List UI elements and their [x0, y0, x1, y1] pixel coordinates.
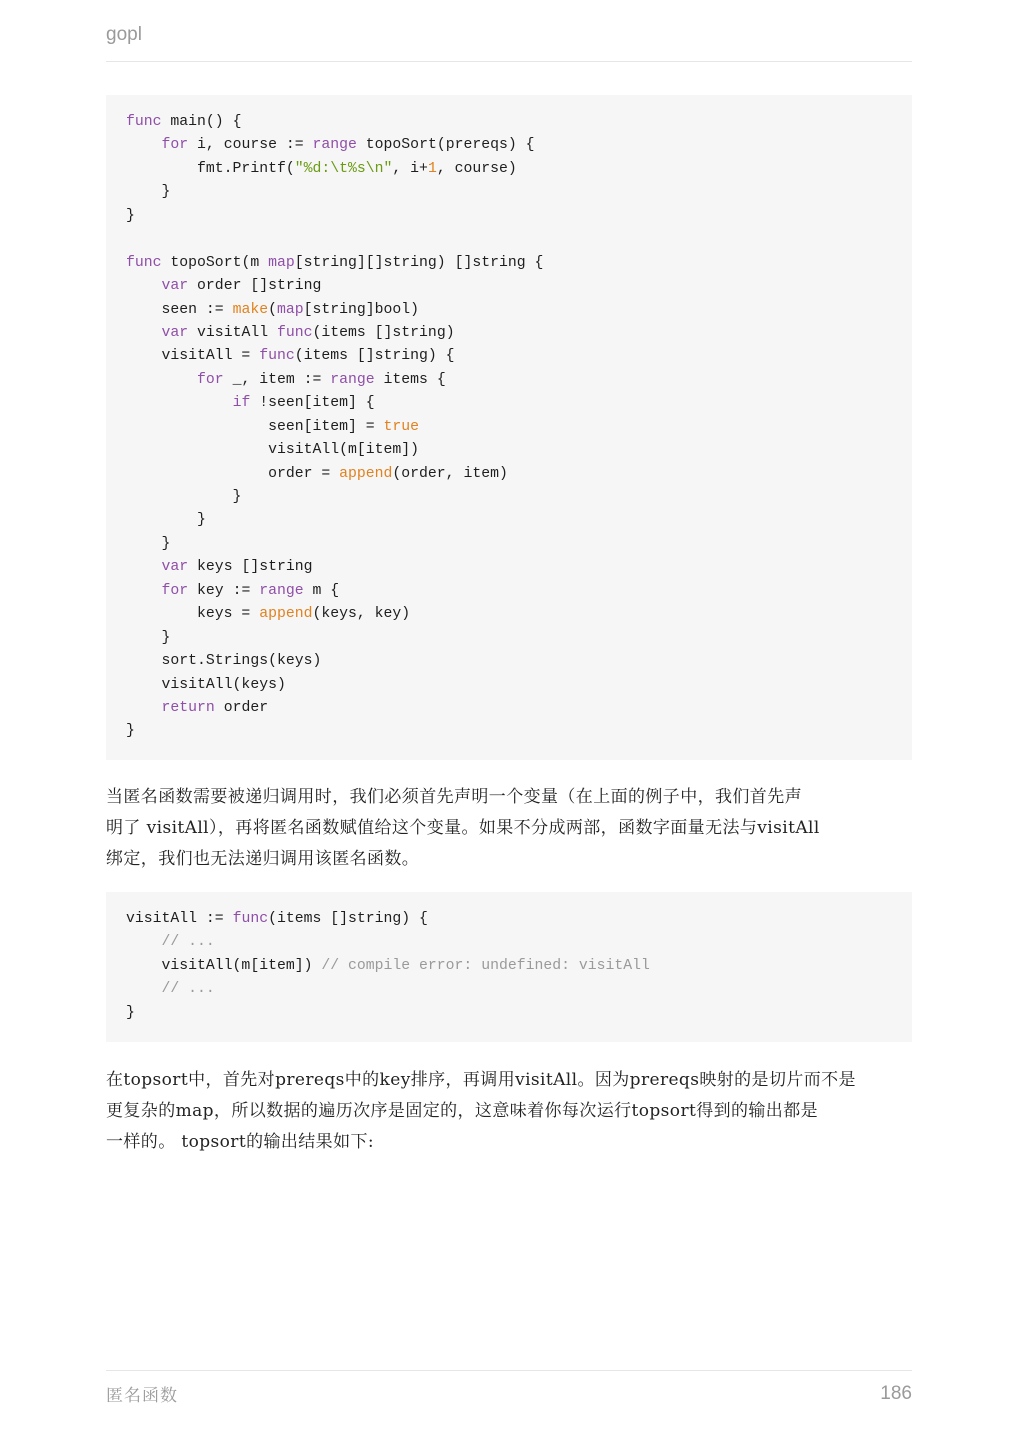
page-header: [106, 22, 912, 62]
code-token: 1: [427, 160, 437, 177]
book-title: gopl: [106, 24, 142, 45]
code-token: func: [276, 324, 313, 341]
code-token: seen[item] =: [126, 418, 384, 435]
code-line: [126, 416, 892, 439]
code-line: [126, 439, 892, 462]
code-token: !seen[item] {: [250, 395, 375, 412]
code-token: var: [161, 278, 189, 295]
paragraph-line: 更复杂的map，所以数据的遍历次序是固定的，这意味着你每次运行topsort得到的输出都是: [106, 1101, 819, 1121]
code-line: [126, 720, 892, 743]
code-line: [126, 111, 892, 134]
code-token: return: [161, 699, 215, 716]
code-line: [126, 697, 892, 720]
code-line: [126, 486, 892, 509]
code-token: topoSort(m: [161, 254, 269, 271]
code-line: [126, 275, 892, 298]
code-token: keys []string: [188, 559, 313, 576]
code-token: (items []string) {: [294, 348, 455, 365]
code-token: "%d:\t%s\n": [294, 160, 393, 177]
code-token: [126, 137, 162, 153]
code-token: append: [259, 606, 313, 623]
code-line: [126, 931, 892, 954]
code-token: [126, 583, 162, 599]
code-token: var: [161, 559, 189, 576]
code-token: true: [383, 418, 420, 435]
code-line: [126, 908, 892, 931]
code-token: func: [259, 348, 295, 365]
code-line: [126, 509, 892, 532]
section-title: 匿名函数: [106, 1386, 178, 1406]
code-line: [126, 580, 892, 603]
paragraph-line: 一样的。 topsort的输出结果如下:: [106, 1132, 374, 1152]
code-token: fmt.Printf(: [126, 160, 295, 177]
code-token: order []string: [188, 278, 322, 295]
code-token: }: [126, 629, 171, 646]
code-line: [126, 627, 892, 650]
code-token: key :=: [188, 582, 260, 599]
code-line: [126, 392, 892, 415]
code-token: func: [232, 911, 269, 927]
code-token: order =: [126, 465, 340, 482]
code-block-toposort: [106, 95, 912, 760]
code-token: visitAll(m[item]): [126, 442, 420, 459]
code-token: append: [339, 465, 393, 482]
code-line: [126, 228, 892, 251]
code-token: [126, 559, 162, 575]
code-token: }: [126, 184, 171, 201]
code-token: visitAll :=: [126, 911, 233, 927]
page-footer: [106, 1370, 912, 1411]
code-token: range: [259, 582, 304, 599]
code-token: m {: [303, 582, 340, 599]
code-token: }: [126, 1004, 135, 1021]
code-token: (order, item): [392, 465, 508, 482]
code-token: map: [268, 254, 295, 271]
code-token: range: [330, 371, 375, 388]
code-token: for: [161, 582, 189, 599]
code-token: func: [126, 254, 162, 271]
code-token: _, item :=: [223, 371, 331, 388]
code-token: (keys, key): [312, 606, 411, 623]
code-line: [126, 1002, 892, 1025]
code-line: [126, 463, 892, 486]
code-token: main() {: [161, 114, 242, 130]
page-number: 186: [880, 1383, 912, 1404]
code-token: [126, 325, 162, 341]
code-line: [126, 369, 892, 392]
code-line: [126, 181, 892, 204]
code-token: for: [197, 371, 224, 388]
code-line: [126, 674, 892, 697]
code-block-compile-error: [106, 892, 912, 1042]
code-token: func: [126, 114, 162, 130]
code-line: [126, 345, 892, 368]
code-token: i, course :=: [188, 137, 313, 154]
code-token: [126, 278, 162, 294]
code-token: [126, 395, 233, 411]
code-token: range: [312, 137, 357, 154]
paragraph-topsort-explanation: [106, 1065, 916, 1158]
code-token: [string][]string) []string {: [294, 254, 544, 271]
code-token: , course): [436, 160, 517, 177]
paragraph-line: 绑定，我们也无法递归调用该匿名函数。: [106, 849, 420, 869]
code-line: [126, 158, 892, 181]
code-token: visitAll =: [126, 348, 260, 365]
code-line: [126, 533, 892, 556]
code-token: seen :=: [126, 301, 233, 318]
code-token: [126, 372, 197, 388]
code-token: make: [232, 301, 269, 318]
code-token: }: [126, 723, 135, 740]
code-token: // ...: [161, 934, 215, 951]
code-token: visitAll: [188, 324, 277, 341]
paragraph-recursive-anon-func: [106, 782, 916, 875]
code-token: for: [161, 137, 189, 154]
code-token: items {: [374, 371, 446, 388]
code-token: sort.Strings(keys): [126, 653, 322, 670]
code-token: var: [161, 324, 189, 341]
code-token: }: [126, 535, 171, 552]
code-token: [126, 981, 162, 997]
code-line: [126, 556, 892, 579]
paragraph-line: 明了 visitAll），再将匿名函数赋值给这个变量。如果不分成两部，函数字面量无法与visitAll: [106, 818, 820, 838]
code-line: [126, 650, 892, 673]
code-token: topoSort(prereqs) {: [356, 137, 535, 154]
code-token: // compile error: undefined: visitAll: [321, 957, 650, 974]
code-line: [126, 955, 892, 978]
code-token: , i+: [392, 160, 428, 177]
code-line: [126, 205, 892, 228]
code-line: [126, 134, 892, 157]
code-token: map: [276, 301, 304, 318]
code-token: if: [232, 395, 251, 412]
paragraph-line: 在topsort中，首先对prereqs中的key排序，再调用visitAll。因为prereqs映射的是切片而不是: [106, 1070, 856, 1090]
code-token: keys =: [126, 606, 260, 623]
code-line: [126, 978, 892, 1001]
code-line: [126, 322, 892, 345]
code-token: }: [126, 489, 242, 505]
code-token: (items []string) {: [268, 911, 428, 927]
code-token: // ...: [161, 981, 215, 998]
code-token: [string]bool): [303, 301, 420, 318]
code-token: visitAll(keys): [126, 676, 286, 693]
code-token: [126, 934, 162, 950]
code-token: (: [268, 301, 277, 318]
code-token: }: [126, 512, 206, 529]
code-line: [126, 603, 892, 626]
code-token: }: [126, 207, 135, 224]
paragraph-line: 当匿名函数需要被递归调用时，我们必须首先声明一个变量（在上面的例子中，我们首先声: [106, 787, 802, 807]
code-line: [126, 252, 892, 275]
code-token: visitAll(m[item]): [126, 957, 322, 974]
code-token: order: [214, 699, 269, 716]
code-line: [126, 299, 892, 322]
code-token: [126, 700, 162, 716]
code-token: (items []string): [312, 324, 455, 341]
